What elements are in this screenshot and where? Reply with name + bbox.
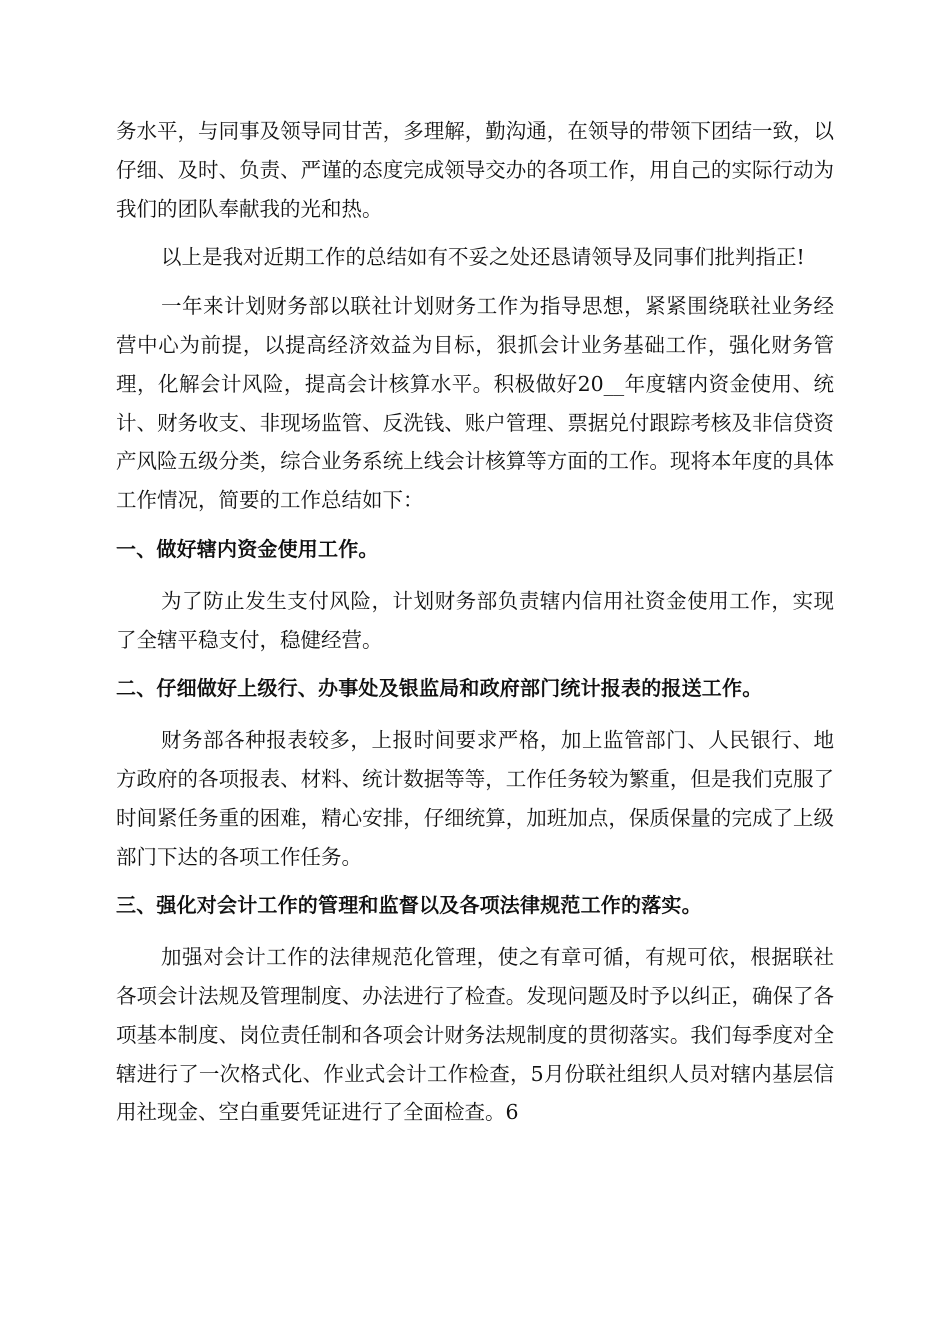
document-page [116,112,834,1142]
paragraph-statistical-reports: 财务部各种报表较多，上报时间要求严格，加上监管部门、人民银行、地方政府的各项报表、材料、统计数据等等，工作任务较为繁重，但是我们克服了时间紧任务重的困难，精心安排，仔细统算，加班加点，保质保量的完成了上级部门下达的各项工作任务。 [116,728,834,869]
paragraph-fund-usage: 为了防止发生支付风险，计划财务部负责辖内信用社资金使用工作，实现了全辖平稳支付，稳健经营。 [116,588,834,652]
paragraph-accounting-supervision: 加强对会计工作的法律规范化管理，使之有章可循，有规可依，根据联社各项会计法规及管理制度、办法进行了检查。发现问题及时予以纠正，确保了各项基本制度、岗位责任制和各项会计财务法规制度的贯彻落实。我们每季度对全辖进行了一次格式化、作业式会计工作检查，5月份联社组织人员对辖内基层信用社现金、空白重要凭证进行了全面检查。6 [116,945,834,1125]
paragraph-work-attitude: 务水平，与同事及领导同甘苦，多理解，勤沟通，在领导的带领下团结一致，以仔细、及时、负责、严谨的态度完成领导交办的各项工作，用自己的实际行动为我们的团队奉献我的光和热。 [116,119,834,221]
section-heading-3: 三、强化对会计工作的管理和监督以及各项法律规范工作的落实。 [116,893,702,918]
section-heading-1: 一、做好辖内资金使用工作。 [116,536,379,561]
paragraph-annual-overview: 一年来计划财务部以联社计划财务工作为指导思想，紧紧围绕联社业务经营中心为前提，以提高经济效益为目标，狠抓会计业务基础工作，强化财务管理，化解会计风险，提高会计核算水平。积极做好20__年度辖内资金使用、统计、财务收支、非现场监管、反洗钱、账户管理、票据兑付跟踪考核及非信贷资产风险五级分类，综合业务系统上线会计核算等方面的工作。现将本年度的具体工作情况，简要的工作总结如下： [116,294,834,513]
section-heading-2: 二、仔细做好上级行、办事处及银监局和政府部门统计报表的报送工作。 [116,676,763,701]
paragraph-closing-remark: 以上是我对近期工作的总结如有不妥之处还恳请领导及同事们批判指正! [161,245,805,270]
